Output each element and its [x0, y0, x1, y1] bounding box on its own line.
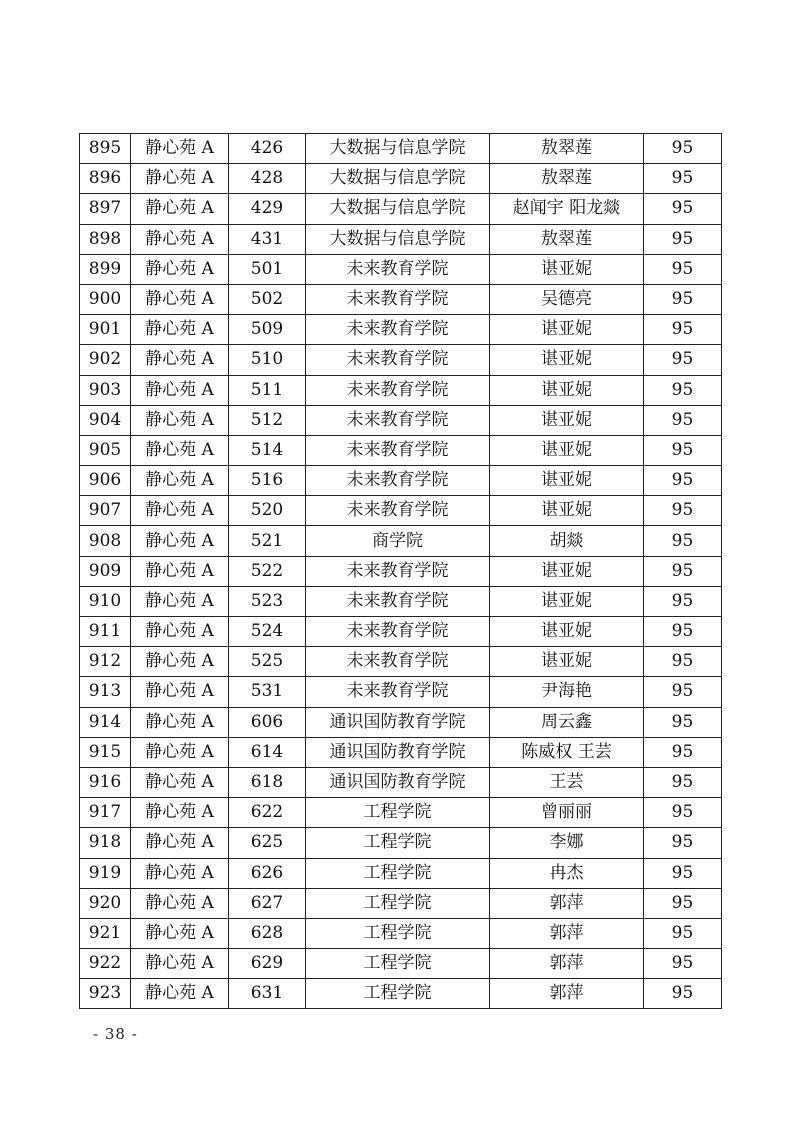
college-cell: 大数据与信息学院: [306, 134, 490, 164]
teacher-name-cell: 谌亚妮: [490, 556, 644, 586]
teacher-name-cell: 周云鑫: [490, 707, 644, 737]
building-cell: 静心苑 A: [131, 194, 229, 224]
row-number-cell: 908: [80, 526, 131, 556]
score-cell: 95: [644, 224, 722, 254]
room-cell: 631: [229, 979, 306, 1009]
college-cell: 未来教育学院: [306, 466, 490, 496]
college-cell: 未来教育学院: [306, 647, 490, 677]
building-cell: 静心苑 A: [131, 918, 229, 948]
teacher-name-cell: 谌亚妮: [490, 617, 644, 647]
page-number: - 38 -: [93, 1025, 138, 1043]
row-number-cell: 920: [80, 888, 131, 918]
row-number-cell: 901: [80, 315, 131, 345]
room-cell: 531: [229, 677, 306, 707]
row-number-cell: 905: [80, 435, 131, 465]
score-cell: 95: [644, 466, 722, 496]
score-cell: 95: [644, 526, 722, 556]
teacher-name-cell: 谌亚妮: [490, 345, 644, 375]
room-cell: 501: [229, 254, 306, 284]
table-body: [80, 134, 722, 1009]
teacher-name-cell: 尹海艳: [490, 677, 644, 707]
table-row: [80, 526, 722, 556]
teacher-name-cell: 谌亚妮: [490, 254, 644, 284]
college-cell: 未来教育学院: [306, 586, 490, 616]
building-cell: 静心苑 A: [131, 979, 229, 1009]
row-number-cell: 913: [80, 677, 131, 707]
table-row: [80, 435, 722, 465]
building-cell: 静心苑 A: [131, 707, 229, 737]
building-cell: 静心苑 A: [131, 496, 229, 526]
table-row: [80, 918, 722, 948]
row-number-cell: 914: [80, 707, 131, 737]
college-cell: 工程学院: [306, 858, 490, 888]
score-cell: 95: [644, 496, 722, 526]
score-cell: 95: [644, 828, 722, 858]
teacher-name-cell: 谌亚妮: [490, 405, 644, 435]
score-cell: 95: [644, 345, 722, 375]
college-cell: 工程学院: [306, 798, 490, 828]
score-cell: 95: [644, 918, 722, 948]
teacher-name-cell: 吴德亮: [490, 284, 644, 314]
row-number-cell: 922: [80, 949, 131, 979]
score-cell: 95: [644, 798, 722, 828]
score-cell: 95: [644, 375, 722, 405]
college-cell: 工程学院: [306, 828, 490, 858]
building-cell: 静心苑 A: [131, 828, 229, 858]
room-cell: 626: [229, 858, 306, 888]
room-cell: 522: [229, 556, 306, 586]
table-row: [80, 617, 722, 647]
score-cell: 95: [644, 405, 722, 435]
room-cell: 524: [229, 617, 306, 647]
room-cell: 629: [229, 949, 306, 979]
row-number-cell: 895: [80, 134, 131, 164]
room-cell: 429: [229, 194, 306, 224]
college-cell: 通识国防教育学院: [306, 767, 490, 797]
table-row: [80, 375, 722, 405]
row-number-cell: 904: [80, 405, 131, 435]
building-cell: 静心苑 A: [131, 586, 229, 616]
building-cell: 静心苑 A: [131, 737, 229, 767]
college-cell: 大数据与信息学院: [306, 194, 490, 224]
table-row: [80, 466, 722, 496]
table-row: [80, 586, 722, 616]
teacher-name-cell: 谌亚妮: [490, 586, 644, 616]
room-cell: 521: [229, 526, 306, 556]
teacher-name-cell: 敖翠莲: [490, 164, 644, 194]
room-cell: 523: [229, 586, 306, 616]
table-row: [80, 737, 722, 767]
college-cell: 商学院: [306, 526, 490, 556]
table-row: [80, 798, 722, 828]
row-number-cell: 918: [80, 828, 131, 858]
score-cell: 95: [644, 979, 722, 1009]
score-cell: 95: [644, 315, 722, 345]
score-cell: 95: [644, 707, 722, 737]
college-cell: 大数据与信息学院: [306, 164, 490, 194]
score-cell: 95: [644, 164, 722, 194]
row-number-cell: 917: [80, 798, 131, 828]
table-row: [80, 949, 722, 979]
score-cell: 95: [644, 254, 722, 284]
teacher-name-cell: 郭萍: [490, 918, 644, 948]
college-cell: 工程学院: [306, 979, 490, 1009]
teacher-name-cell: 曾丽丽: [490, 798, 644, 828]
teacher-name-cell: 谌亚妮: [490, 435, 644, 465]
row-number-cell: 923: [80, 979, 131, 1009]
college-cell: 未来教育学院: [306, 284, 490, 314]
college-cell: 通识国防教育学院: [306, 737, 490, 767]
row-number-cell: 919: [80, 858, 131, 888]
table-row: [80, 556, 722, 586]
college-cell: 未来教育学院: [306, 345, 490, 375]
score-cell: 95: [644, 888, 722, 918]
teacher-name-cell: 陈威权 王芸: [490, 737, 644, 767]
college-cell: 通识国防教育学院: [306, 707, 490, 737]
room-cell: 618: [229, 767, 306, 797]
room-cell: 502: [229, 284, 306, 314]
table-row: [80, 284, 722, 314]
row-number-cell: 902: [80, 345, 131, 375]
teacher-name-cell: 冉杰: [490, 858, 644, 888]
table-row: [80, 345, 722, 375]
college-cell: 未来教育学院: [306, 435, 490, 465]
room-cell: 511: [229, 375, 306, 405]
table-row: [80, 224, 722, 254]
room-cell: 512: [229, 405, 306, 435]
teacher-name-cell: 王芸: [490, 767, 644, 797]
row-number-cell: 899: [80, 254, 131, 284]
teacher-name-cell: 赵闻宇 阳龙燚: [490, 194, 644, 224]
score-cell: 95: [644, 858, 722, 888]
row-number-cell: 897: [80, 194, 131, 224]
teacher-name-cell: 谌亚妮: [490, 466, 644, 496]
room-cell: 520: [229, 496, 306, 526]
building-cell: 静心苑 A: [131, 284, 229, 314]
room-cell: 514: [229, 435, 306, 465]
college-cell: 大数据与信息学院: [306, 224, 490, 254]
building-cell: 静心苑 A: [131, 466, 229, 496]
room-cell: 606: [229, 707, 306, 737]
score-cell: 95: [644, 647, 722, 677]
score-cell: 95: [644, 617, 722, 647]
building-cell: 静心苑 A: [131, 858, 229, 888]
building-cell: 静心苑 A: [131, 134, 229, 164]
college-cell: 工程学院: [306, 918, 490, 948]
row-number-cell: 900: [80, 284, 131, 314]
college-cell: 未来教育学院: [306, 677, 490, 707]
row-number-cell: 910: [80, 586, 131, 616]
room-cell: 625: [229, 828, 306, 858]
score-cell: 95: [644, 134, 722, 164]
row-number-cell: 911: [80, 617, 131, 647]
building-cell: 静心苑 A: [131, 224, 229, 254]
row-number-cell: 921: [80, 918, 131, 948]
college-cell: 未来教育学院: [306, 315, 490, 345]
score-cell: 95: [644, 586, 722, 616]
score-cell: 95: [644, 556, 722, 586]
room-cell: 431: [229, 224, 306, 254]
building-cell: 静心苑 A: [131, 405, 229, 435]
teacher-name-cell: 胡燚: [490, 526, 644, 556]
building-cell: 静心苑 A: [131, 435, 229, 465]
row-number-cell: 896: [80, 164, 131, 194]
score-cell: 95: [644, 949, 722, 979]
room-cell: 516: [229, 466, 306, 496]
building-cell: 静心苑 A: [131, 888, 229, 918]
room-cell: 509: [229, 315, 306, 345]
score-cell: 95: [644, 677, 722, 707]
teacher-name-cell: 谌亚妮: [490, 375, 644, 405]
building-cell: 静心苑 A: [131, 526, 229, 556]
table-row: [80, 134, 722, 164]
score-cell: 95: [644, 435, 722, 465]
teacher-name-cell: 郭萍: [490, 888, 644, 918]
score-cell: 95: [644, 737, 722, 767]
building-cell: 静心苑 A: [131, 164, 229, 194]
table-row: [80, 707, 722, 737]
table-row: [80, 405, 722, 435]
college-cell: 工程学院: [306, 949, 490, 979]
building-cell: 静心苑 A: [131, 767, 229, 797]
table-row: [80, 828, 722, 858]
college-cell: 未来教育学院: [306, 405, 490, 435]
teacher-name-cell: 敖翠莲: [490, 224, 644, 254]
row-number-cell: 907: [80, 496, 131, 526]
college-cell: 未来教育学院: [306, 375, 490, 405]
building-cell: 静心苑 A: [131, 556, 229, 586]
teacher-name-cell: 郭萍: [490, 979, 644, 1009]
table-row: [80, 164, 722, 194]
building-cell: 静心苑 A: [131, 254, 229, 284]
building-cell: 静心苑 A: [131, 345, 229, 375]
college-cell: 未来教育学院: [306, 496, 490, 526]
teacher-name-cell: 谌亚妮: [490, 496, 644, 526]
score-cell: 95: [644, 194, 722, 224]
room-cell: 614: [229, 737, 306, 767]
room-cell: 628: [229, 918, 306, 948]
college-cell: 未来教育学院: [306, 556, 490, 586]
building-cell: 静心苑 A: [131, 375, 229, 405]
row-number-cell: 903: [80, 375, 131, 405]
table-row: [80, 767, 722, 797]
row-number-cell: 906: [80, 466, 131, 496]
college-cell: 未来教育学院: [306, 617, 490, 647]
table-row: [80, 194, 722, 224]
room-cell: 622: [229, 798, 306, 828]
room-cell: 525: [229, 647, 306, 677]
table-row: [80, 979, 722, 1009]
building-cell: 静心苑 A: [131, 677, 229, 707]
row-number-cell: 915: [80, 737, 131, 767]
room-cell: 510: [229, 345, 306, 375]
dormitory-score-table: [79, 133, 722, 1009]
teacher-name-cell: 谌亚妮: [490, 647, 644, 677]
table-row: [80, 677, 722, 707]
score-cell: 95: [644, 284, 722, 314]
teacher-name-cell: 李娜: [490, 828, 644, 858]
college-cell: 工程学院: [306, 888, 490, 918]
building-cell: 静心苑 A: [131, 949, 229, 979]
teacher-name-cell: 郭萍: [490, 949, 644, 979]
room-cell: 627: [229, 888, 306, 918]
room-cell: 428: [229, 164, 306, 194]
table-row: [80, 647, 722, 677]
score-cell: 95: [644, 767, 722, 797]
table-row: [80, 315, 722, 345]
table-row: [80, 496, 722, 526]
college-cell: 未来教育学院: [306, 254, 490, 284]
row-number-cell: 898: [80, 224, 131, 254]
row-number-cell: 909: [80, 556, 131, 586]
table-row: [80, 888, 722, 918]
row-number-cell: 912: [80, 647, 131, 677]
building-cell: 静心苑 A: [131, 647, 229, 677]
building-cell: 静心苑 A: [131, 798, 229, 828]
building-cell: 静心苑 A: [131, 617, 229, 647]
room-cell: 426: [229, 134, 306, 164]
table-row: [80, 858, 722, 888]
teacher-name-cell: 敖翠莲: [490, 134, 644, 164]
building-cell: 静心苑 A: [131, 315, 229, 345]
table-row: [80, 254, 722, 284]
row-number-cell: 916: [80, 767, 131, 797]
teacher-name-cell: 谌亚妮: [490, 315, 644, 345]
